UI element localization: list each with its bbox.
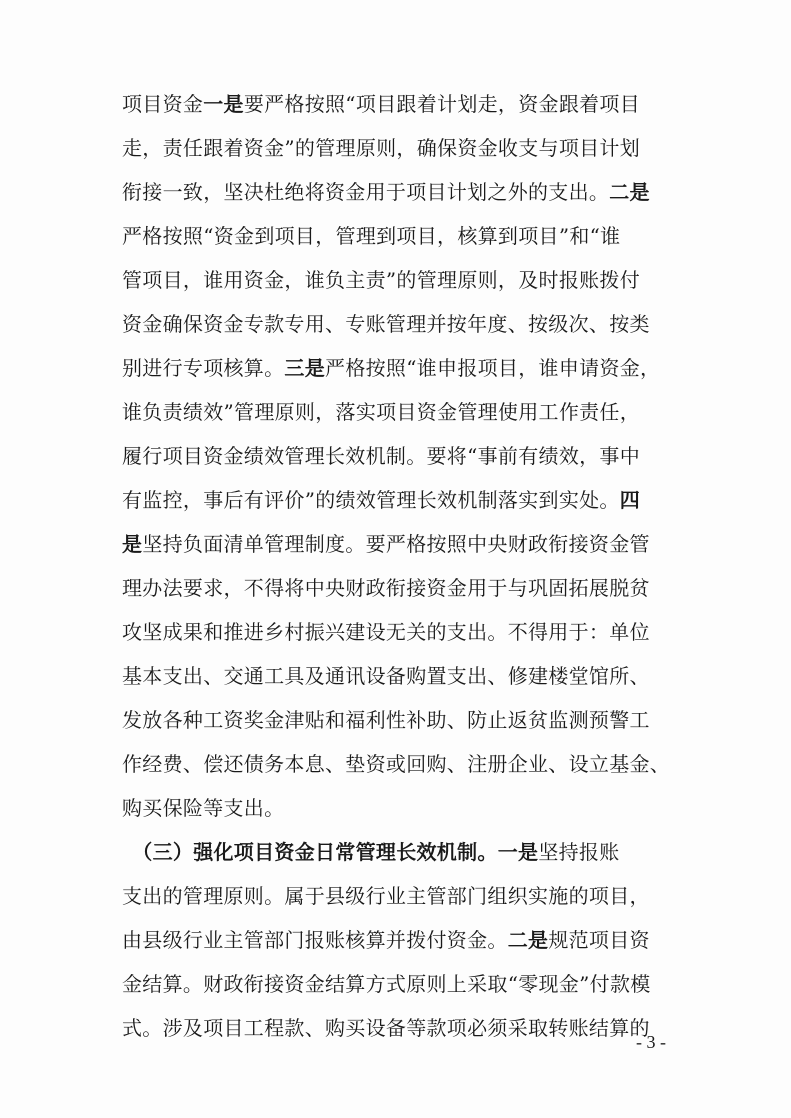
text-segment: 有监控，事后有评价”的绩效管理长效机制落实到实处。 — [122, 488, 620, 512]
text-segment: 坚持负面清单管理制度。要严格按照中央财政衔接资金管 — [142, 532, 650, 556]
text-line — [122, 170, 682, 214]
body-text — [122, 82, 682, 1050]
text-line — [122, 742, 682, 786]
text-segment: 金结算。财政衔接资金结算方式原则上采取“零现金”付款模 — [122, 972, 651, 996]
text-segment: 购买保险等支出。 — [122, 796, 285, 820]
text-segment: 作经费、偿还债务本息、垫资或回购、注册企业、设立基金、 — [122, 752, 671, 776]
text-line — [122, 566, 682, 610]
text-line — [122, 302, 682, 346]
text-segment: 资金确保资金专款专用、专账管理并按年度、按级次、按类 — [122, 312, 650, 336]
text-line — [122, 918, 682, 962]
page-number: - 3 - — [636, 1032, 666, 1052]
text-segment: 发放各种工资奖金津贴和福利性补助、防止返贫监测预警工 — [122, 708, 650, 732]
bold-text-segment: 一是 — [203, 92, 244, 116]
text-line — [122, 522, 682, 566]
text-line — [122, 962, 682, 1006]
text-line — [122, 874, 682, 918]
text-line — [122, 478, 682, 522]
text-line — [122, 126, 682, 170]
text-segment: 规范项目资 — [548, 928, 650, 952]
text-line — [122, 1006, 682, 1050]
bold-text-segment: 一是 — [497, 840, 539, 864]
text-line — [122, 434, 682, 478]
text-segment: 别进行专项核算。 — [122, 356, 285, 380]
text-segment: 管项目，谁用资金，谁负主责”的管理原则，及时报账拨付 — [122, 268, 641, 292]
text-segment: 走，责任跟着资金”的管理原则，确保资金收支与项目计划 — [122, 136, 641, 160]
text-segment: 支出的管理原则。属于县级行业主管部门组织实施的项目， — [122, 884, 650, 908]
text-segment: 要严格按照“项目跟着计划走，资金跟着项目 — [243, 92, 641, 116]
text-segment: 衔接一致，坚决杜绝将资金用于项目计划之外的支出。 — [122, 180, 610, 204]
text-segment: 坚持报账 — [538, 840, 620, 864]
text-segment: 由县级行业主管部门报账核算并拨付资金。 — [122, 928, 508, 952]
text-line — [122, 610, 682, 654]
text-line — [122, 346, 682, 390]
bold-text-segment: 二是 — [507, 928, 549, 952]
text-segment: 项目资金 — [122, 92, 204, 116]
text-segment: 基本支出、交通工具及通讯设备购置支出、修建楼堂馆所、 — [122, 664, 650, 688]
text-line — [122, 698, 682, 742]
text-line — [122, 786, 682, 830]
bold-text-segment: 四 — [619, 488, 641, 512]
text-line — [122, 258, 682, 302]
text-segment: 攻坚成果和推进乡村振兴建设无关的支出。不得用于：单位 — [122, 620, 650, 644]
text-segment: 式。涉及项目工程款、购买设备等款项必须采取转账结算的 — [122, 1016, 650, 1040]
bold-text-segment: 是 — [122, 532, 143, 556]
text-line — [122, 654, 682, 698]
text-segment: 严格按照“资金到项目，管理到项目，核算到项目”和“谁 — [122, 224, 621, 248]
text-line — [122, 830, 682, 874]
text-segment: 谁负责绩效”管理原则，落实项目资金管理使用工作责任， — [122, 400, 641, 424]
text-segment: 理办法要求，不得将中央财政衔接资金用于与巩固拓展脱贫 — [122, 576, 650, 600]
text-segment: 履行项目资金绩效管理长效机制。要将“事前有绩效，事中 — [122, 444, 641, 468]
bold-text-segment: （三）强化项目资金日常管理长效机制。 — [122, 840, 498, 864]
text-line — [122, 214, 682, 258]
bold-text-segment: 三是 — [284, 356, 326, 380]
text-segment: 严格按照“谁申报项目，谁申请资金， — [325, 356, 661, 380]
bold-text-segment: 二是 — [609, 180, 650, 204]
text-line — [122, 390, 682, 434]
text-line — [122, 82, 682, 126]
